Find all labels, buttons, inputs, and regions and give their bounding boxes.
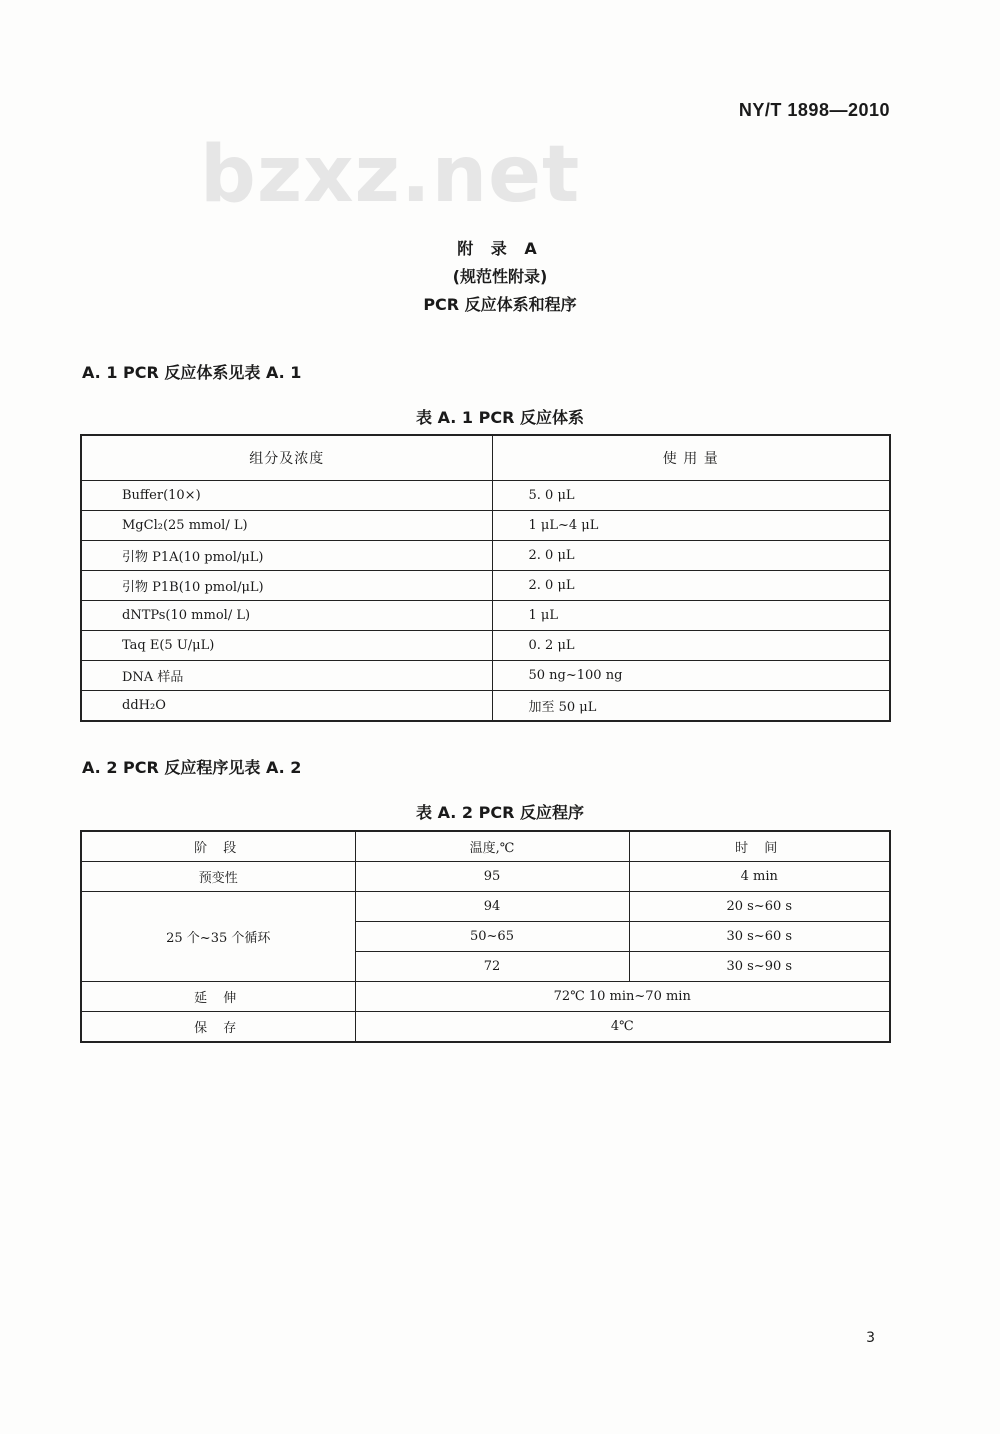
stage-cell: 保 存 — [81, 1012, 355, 1043]
component-cell: ddH₂O — [81, 691, 492, 722]
watermark-text: bzxz.net — [200, 130, 581, 220]
component-cell: dNTPs(10 mmol/ L) — [81, 601, 492, 631]
temperature-cell: 94 — [355, 892, 629, 922]
appendix-type: (规范性附录) — [452, 267, 548, 286]
amount-cell: 1 μL~4 μL — [492, 511, 890, 541]
table-header-row — [81, 435, 890, 481]
table-row — [81, 982, 890, 1012]
table-row — [81, 661, 890, 691]
table-row — [81, 571, 890, 601]
amount-cell: 加至 50 μL — [492, 691, 890, 722]
component-cell: Buffer(10×) — [81, 481, 492, 511]
temperature-cell: 72 — [355, 952, 629, 982]
temperature-cell: 95 — [355, 862, 629, 892]
table-row — [81, 601, 890, 631]
amount-cell: 1 μL — [492, 601, 890, 631]
section-a2-heading: A. 2 PCR 反应程序见表 A. 2 — [82, 758, 302, 777]
table-row — [81, 691, 890, 722]
amount-cell: 2. 0 μL — [492, 571, 890, 601]
time-cell: 4 min — [629, 862, 890, 892]
table-a1 — [80, 434, 891, 722]
time-cell: 30 s~60 s — [629, 922, 890, 952]
table-row — [81, 631, 890, 661]
component-cell: MgCl₂(25 mmol/ L) — [81, 511, 492, 541]
amount-cell: 0. 2 μL — [492, 631, 890, 661]
table-row — [81, 481, 890, 511]
time-cell: 20 s~60 s — [629, 892, 890, 922]
storage-value-cell: 4℃ — [355, 1012, 890, 1043]
table-a2-caption: 表 A. 2 PCR 反应程序 — [416, 803, 584, 822]
table-row — [81, 511, 890, 541]
table-row — [81, 1012, 890, 1043]
amount-cell: 50 ng~100 ng — [492, 661, 890, 691]
column-header: 阶 段 — [81, 831, 355, 862]
table-row — [81, 862, 890, 892]
table-row — [81, 892, 890, 922]
page-number: 3 — [866, 1330, 875, 1346]
stage-cell: 预变性 — [81, 862, 355, 892]
column-header: 使 用 量 — [492, 435, 890, 481]
table-a1-caption: 表 A. 1 PCR 反应体系 — [416, 408, 584, 427]
table-header-row — [81, 831, 890, 862]
column-header: 温度,℃ — [355, 831, 629, 862]
table-a2 — [80, 830, 891, 1043]
column-header: 时 间 — [629, 831, 890, 862]
appendix-letter: 附 录 A — [457, 239, 543, 258]
appendix-title: PCR 反应体系和程序 — [423, 295, 577, 314]
table-row — [81, 541, 890, 571]
time-cell: 30 s~90 s — [629, 952, 890, 982]
standard-code: NY/T 1898—2010 — [738, 100, 890, 120]
section-a1-heading: A. 1 PCR 反应体系见表 A. 1 — [82, 363, 302, 382]
component-cell: DNA 样品 — [81, 661, 492, 691]
stage-cell: 25 个~35 个循环 — [81, 892, 355, 982]
extension-value-cell: 72℃ 10 min~70 min — [355, 982, 890, 1012]
amount-cell: 5. 0 μL — [492, 481, 890, 511]
amount-cell: 2. 0 μL — [492, 541, 890, 571]
temperature-cell: 50~65 — [355, 922, 629, 952]
component-cell: 引物 P1A(10 pmol/μL) — [81, 541, 492, 571]
component-cell: Taq E(5 U/μL) — [81, 631, 492, 661]
component-cell: 引物 P1B(10 pmol/μL) — [81, 571, 492, 601]
stage-cell: 延 伸 — [81, 982, 355, 1012]
column-header: 组分及浓度 — [81, 435, 492, 481]
